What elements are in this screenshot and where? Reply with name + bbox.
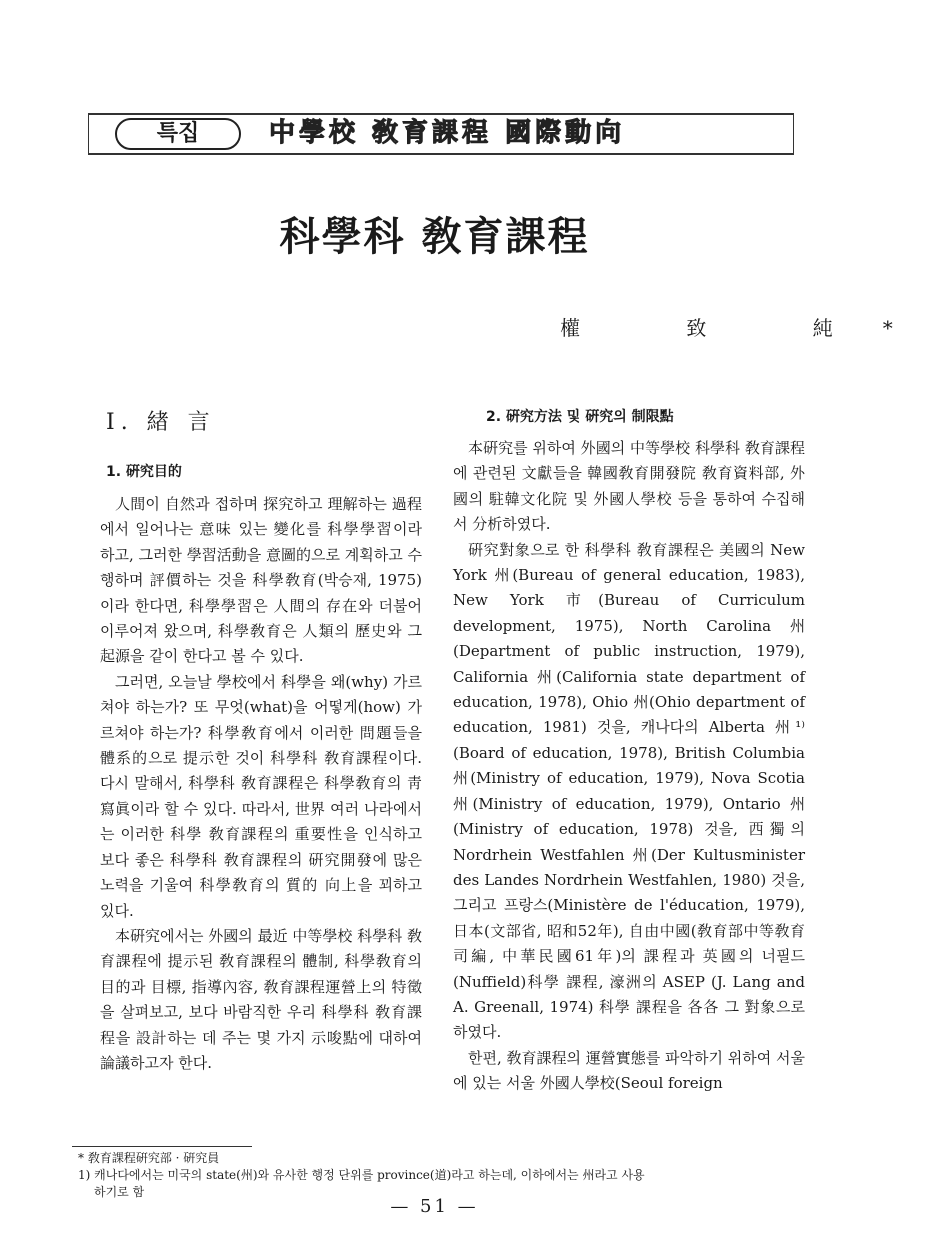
footnote-author: * 敎育課程硏究部 · 硏究員 [78, 1151, 220, 1165]
feature-label: 특집 [115, 118, 241, 150]
feature-banner [88, 113, 794, 155]
subheading-purpose: 1. 硏究目的 [106, 464, 182, 480]
footnotes [78, 1150, 808, 1201]
article-title: 科學科 敎育課程 [279, 213, 590, 260]
paragraph: 硏究對象으로 한 科學科 敎育課程은 美國의 New York 州(Bureau of general education, 1983), New York 市(Bureau of Curriculum development, 1975), North Carolina 州(Department of public instruction, 1979), California 州(California state department of education, 1978), Ohio 州(Ohio department of education, 1981) 것을, 캐나다의 Alberta 州¹⁾ (Board of education, 1978), British Columbia 州(Ministry of education, 1979), Nova Scotia 州(Ministry of education, 1979), Ontario 州 (Ministry of education, 1978) 것을, 西獨의 Nordrhein Westfahlen 州(Der Kultusminister des Landes Nordrhein Westfahlen, 1980) 것을, 그리고 프랑스(Ministère de l'éducation, 1979), 日本(文部省, 昭和52年), 自由中國(敎育部中等敎育司編, 中華民國61年)의 課程과 英國의 너필드(Nuffield)科學 課程, 濠洲의 ASEP (J. Lang and A. Greenall, 1974) 科學 課程을 各各 그 對象으로 하였다. [453, 540, 805, 1042]
section-heading: Ⅰ. 緖 言 [106, 410, 216, 435]
subheading-method: 2. 硏究方法 및 硏究의 制限點 [486, 409, 674, 425]
paragraph: 한편, 敎育課程의 運營實態를 파악하기 위하여 서울에 있는 서울 外國人學校(Seoul foreign [453, 1048, 805, 1093]
page-number: — 51 — [390, 1196, 479, 1217]
footnote-1-cont: 하기로 함 [94, 1185, 145, 1199]
paragraph: 그러면, 오늘날 學校에서 科學을 왜(why) 가르쳐야 하는가? 또 무엇(what)을 어떻게(how) 가르쳐야 하는가? 科學敎育에서 이러한 問題들을 體系的으로 提示한 것이 科學科 敎育課程이다. 다시 말해서, 科學科 敎育課程은 科學敎育의 靑寫眞이라 할 수 있다. 따라서, 世界 여러 나라에서는 이러한 科學 敎育課程의 重要性을 인식하고 보다 좋은 科學科 敎育課程의 硏究開發에 많은 노력을 기울여 科學敎育의 質的 向上을 꾀하고 있다. [100, 672, 422, 920]
paragraph: 人間이 自然과 접하며 探究하고 理解하는 過程에서 일어나는 意味 있는 變化를 科學學習이라 하고, 그러한 學習活動을 意圖的으로 계획하고 수행하며 評價하는 것을 科學敎育(박승재, 1975)이라 한다면, 科學學習은 人間의 存在와 더불어 이루어져 왔으며, 科學敎育은 人類의 歷史와 그 起源을 같이 한다고 볼 수 있다. [100, 495, 422, 666]
author: 權 致 純* [560, 316, 943, 340]
right-column [453, 436, 805, 1097]
footnote-1: 1) 캐나다에서는 미국의 state(州)와 유사한 행정 단위를 province(道)라고 하는데, 이하에서는 州라고 사용 [78, 1168, 645, 1182]
paragraph: 本硏究를 위하여 外國의 中等學校 科學科 敎育課程에 관련된 文獻들을 韓國敎育開發院 敎育資料部, 外國의 駐韓文化院 및 外國人學校 등을 통하여 수집해서 分析하였다. [453, 439, 805, 534]
paragraph: 本硏究에서는 外國의 最近 中等學校 科學科 敎育課程에 提示된 敎育課程의 體制, 科學敎育의 目的과 目標, 指導內容, 敎育課程運營上의 特徵을 살펴보고, 보다 바람직한 우리 科學科 敎育課程을 設計하는 데 주는 몇 가지 示唆點에 대하여 論議하고자 한다. [100, 926, 422, 1072]
footnote-divider [72, 1146, 252, 1147]
left-column [100, 492, 422, 1076]
banner-title: 中學校 敎育課程 國際動向 [269, 118, 626, 148]
